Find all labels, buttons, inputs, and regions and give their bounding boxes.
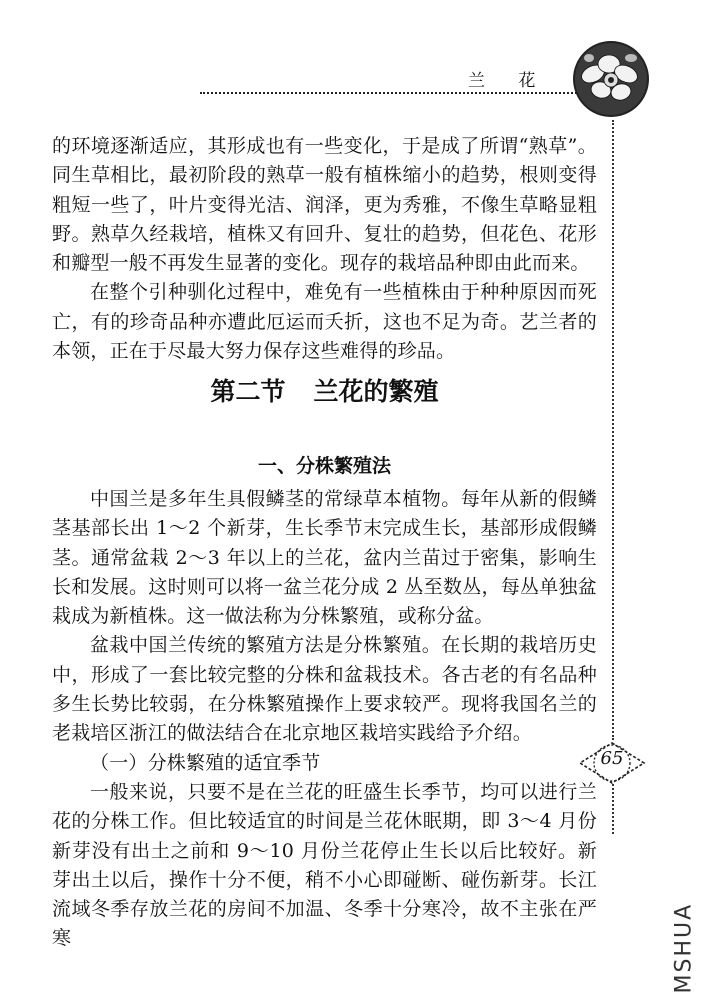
paragraph: 中国兰是多年生具假鳞茎的常绿草本植物。每年从新的假鳞茎基部长出 1～2 个新芽，生长季节末完成生长，基部形成假鳞茎。通常盆栽 2～3 年以上的兰花，盆内兰苗过于密集，影响生长和发展。这时则可以将一盆兰花分成 2 丛至数丛，每丛单独盆栽成为新植株。这一做法称为分株繁殖，或称分盆。 — [52, 488, 597, 628]
section-number: 第二节 — [210, 377, 286, 406]
side-dotted-chain-lower — [612, 784, 620, 834]
section-heading — [52, 372, 597, 408]
orchid-flower-icon — [571, 34, 651, 134]
body-text-top — [52, 132, 597, 366]
page-number: 65 — [600, 748, 624, 769]
running-head-title: 兰 花 — [468, 71, 550, 91]
header-dotted-rule — [200, 92, 585, 94]
paragraph: 的环境逐渐适应，其形成也有一些变化，于是成了所谓“熟草”。同生草相比，最初阶段的熟草一般有植株缩小的趋势，根则变得粗短一些了，叶片变得光洁、润泽，更为秀雅，不像生草略显粗野。熟草久经栽培，植株又有回升、复壮的趋势，但花色、花形和瓣型一般不再发生显著的变化。现存的栽培品种即由此而来。 — [52, 135, 597, 275]
sub-heading-paragraph: （一）分株繁殖的适宜季节 — [90, 751, 321, 774]
side-dotted-chain — [612, 120, 620, 740]
watermark — [669, 886, 699, 996]
body-text-bottom — [52, 485, 597, 954]
paragraph: 盆栽中国兰传统的繁殖方法是分株繁殖。在长期的栽培历史中，形成了一套比较完整的分株和盆栽技术。各古老的有名品种多生长势比较弱，在分株繁殖操作上要求较严。现将我国名兰的老栽培区浙江的做法结合在北京地区栽培实践给予介绍。 — [52, 634, 597, 745]
paragraph: 一般来说，只要不是在兰花的旺盛生长季节，均可以进行兰花的分株工作。但比较适宜的时间是兰花休眠期，即 3～4 月份新芽没有出土之前和 9～10 月份兰花停止生长以后比较好。新芽出土以后，操作十分不便，稍不小心即碰断、碰伤新芽。长江流域冬季存放兰花的房间不加温、冬季十分寒冷，故不主张在严寒 — [52, 780, 597, 950]
watermark-text: MSHUA — [671, 902, 697, 994]
section-name: 兰花的繁殖 — [313, 377, 439, 406]
subsection-heading: 一、分株繁殖法 — [257, 455, 391, 477]
paragraph: 在整个引种驯化过程中，难免有一些植株由于种种原因而死亡，有的珍奇品种亦遭此厄运而夭折，这也不足为奇。艺兰者的本领，正在于尽最大努力保存这些难得的珍品。 — [52, 281, 597, 363]
